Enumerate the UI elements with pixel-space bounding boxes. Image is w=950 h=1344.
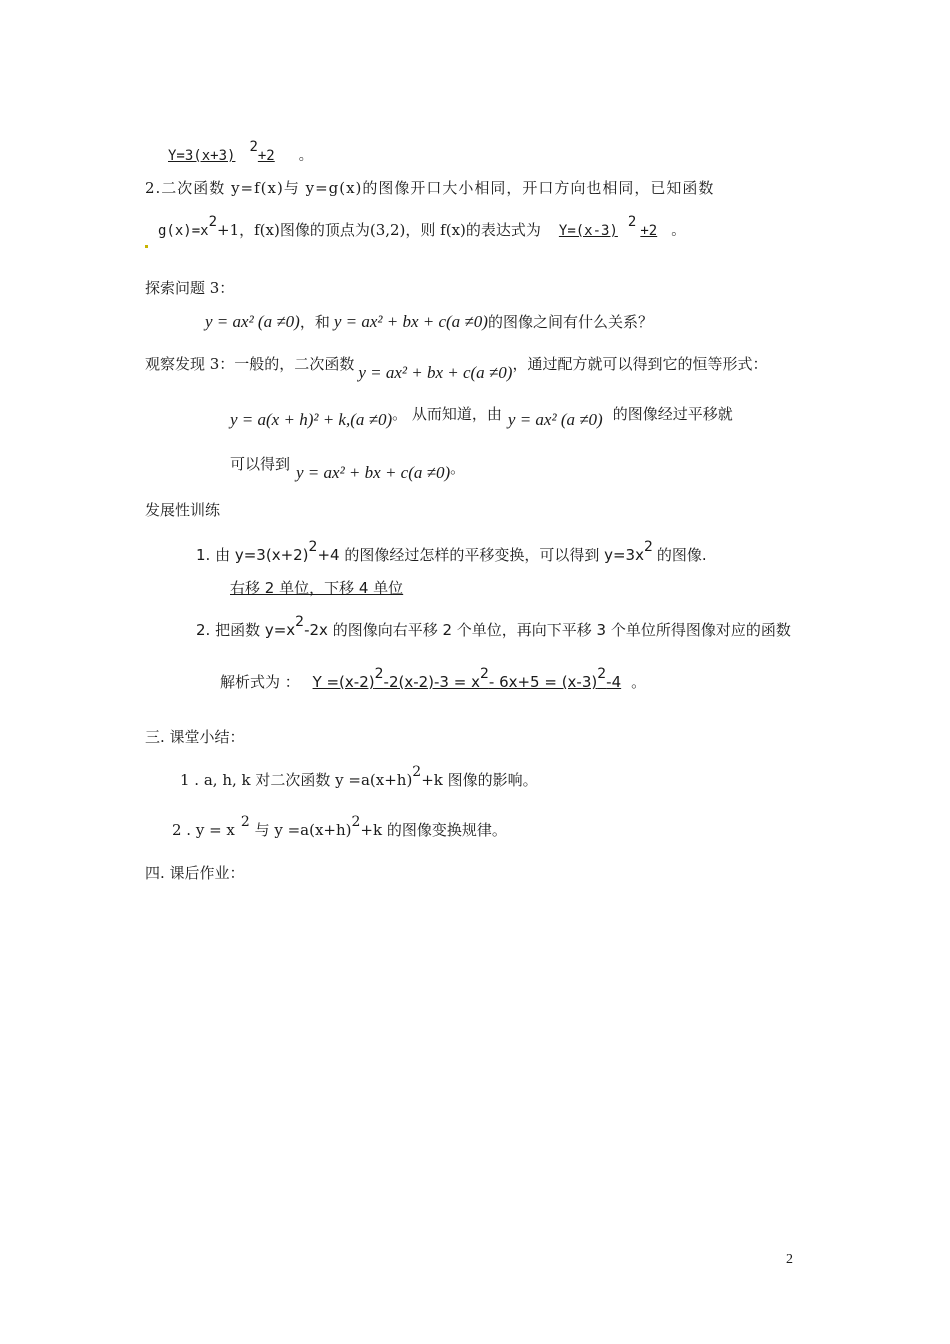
summary-2 (172, 814, 507, 841)
d2-line1-pre: 2. 把函数 y=x (196, 621, 296, 639)
d2-line1 (196, 614, 791, 641)
vertex-mid: 。 从而知道，由 (392, 405, 502, 423)
q2-answer-tail: +2 (640, 223, 658, 239)
d2-line1-tail: -2x 的图像向右平移 2 个单位，再向下平移 3 个单位所得图像对应的函数 (304, 621, 791, 639)
d2-ans-2-exponent: 2 (479, 666, 489, 682)
q2-gx-exponent: 2 (208, 214, 218, 230)
s2-pre: 2 . y = x (172, 821, 235, 839)
d1-pre: 1. 由 y=3(x+2) (196, 546, 309, 564)
s1-pre: 1 . a, h, k 对二次函数 y =a(x+h) (180, 771, 413, 789)
sec3-title: 三. 课堂小结： (145, 728, 245, 746)
q2-period: 。 (671, 223, 686, 239)
s2-exponent: 2 (240, 814, 250, 830)
observe-line (145, 354, 768, 382)
vertex-tail: 的图像经过平移就 (612, 405, 733, 423)
summary-1 (180, 764, 538, 791)
explore-title: 探索问题 3： (145, 279, 235, 297)
q2-line2 (158, 214, 686, 241)
q2-answer: Y=(x-3) (558, 223, 618, 239)
s2-exponent-2: 2 (351, 814, 361, 830)
s2-mid: 与 y =a(x+h) (249, 821, 352, 839)
d2-answer (312, 666, 622, 691)
observe-tail: ，通过配方就可以得到它的恒等形式： (512, 355, 768, 373)
explore-question: 的图像之间有什么关系？ (487, 313, 653, 331)
get-formula: y = ax² + bx + c(a ≠0) (296, 463, 451, 482)
s2-tail: +k 的图像变换规律。 (360, 821, 507, 839)
d1-mid: +4 的图像经过怎样的平移变换，可以得到 y=3x (317, 546, 644, 564)
answer-top-exponent: 2 (249, 139, 258, 155)
d2-ans-1-exponent: 2 (374, 666, 384, 682)
get-label: 可以得到 (230, 455, 291, 473)
answer-top (168, 139, 313, 166)
answer-top-period: 。 (298, 148, 313, 164)
d1-exponent-2: 2 (643, 539, 653, 555)
d1-exponent: 2 (308, 539, 318, 555)
observe-formula: y = ax² + bx + c(a ≠0) (358, 363, 513, 382)
page-number: 2 (786, 1252, 793, 1267)
q2-gx: g(x)=x (158, 223, 209, 239)
q2-answer-exponent: 2 (627, 214, 637, 230)
answer-top-tail: +2 (257, 148, 275, 164)
d2-ans-3: - 6x+5 = (x-3) (488, 673, 598, 691)
d1-answer: 右移 2 单位，下移 4 单位 (230, 579, 404, 597)
d2-line2-label: 解析式为 ： (220, 673, 300, 691)
vertex-line (230, 405, 733, 430)
explore-formula-b: y = ax² + bx + c(a ≠0) (333, 312, 488, 331)
d2-line1-exponent: 2 (295, 614, 305, 630)
explore-formula-a: y = ax² (a ≠0) (205, 312, 300, 331)
observe-label: 观察发现 3：一般的，二次函数 (145, 355, 355, 373)
get-period: 。 (450, 459, 466, 477)
sec4-title: 四. 课后作业： (145, 864, 245, 882)
vertex-formula-b: y = ax² (a ≠0) (507, 410, 603, 429)
develop-title: 发展性训练 (145, 501, 221, 519)
answer-top-expr: Y=3(x+3) (168, 148, 236, 164)
q2-line2-mid: +1，f(x)图像的顶点为(3,2)，则 f(x)的表达式为 (217, 221, 541, 239)
d1-tail: 的图像. (656, 546, 707, 564)
d2-ans-1: Y =(x-2) (312, 673, 375, 691)
vertex-formula: y = a(x + h)² + k,(a ≠0) (230, 410, 393, 429)
d2-line2 (220, 666, 647, 693)
s1-exponent: 2 (412, 764, 422, 780)
margin-mark (145, 245, 148, 248)
explore-comma: ，和 (299, 313, 330, 331)
d2-ans-4: -4 (606, 673, 622, 691)
q2-line1: 2.二次函数 y=f(x)与 y=g(x)的图像开口大小相同，开口方向也相同，已知函数 (145, 179, 715, 197)
d2-ans-3-exponent: 2 (597, 666, 607, 682)
explore-line (205, 312, 653, 332)
d1-line (196, 539, 707, 566)
get-line (230, 454, 466, 482)
d2-period: 。 (631, 673, 647, 691)
s1-tail: +k 图像的影响。 (421, 771, 538, 789)
d2-ans-2: -2(x-2)-3 = x (383, 673, 480, 691)
